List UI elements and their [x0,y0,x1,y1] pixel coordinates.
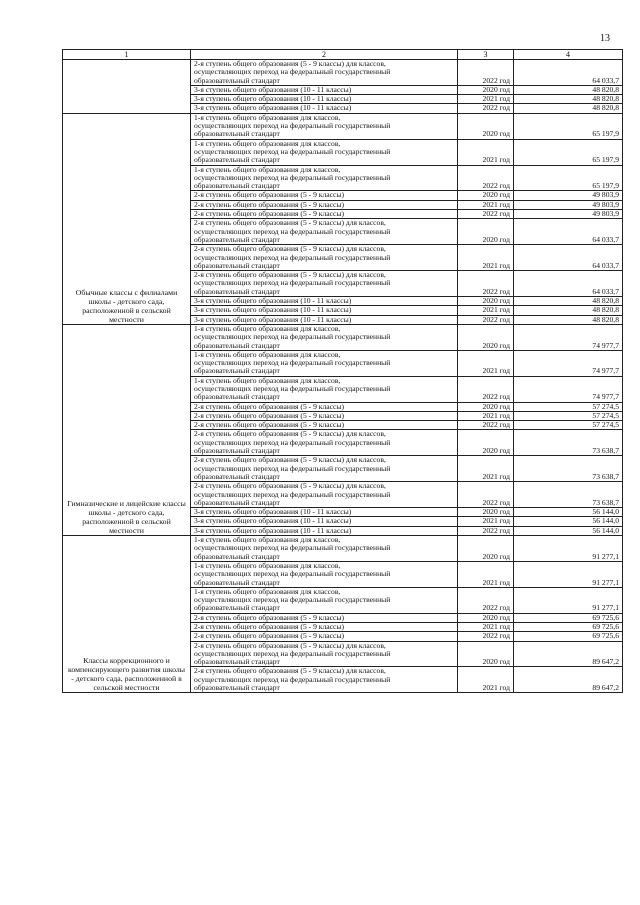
year-cell: 2020 год [458,191,514,200]
description-cell: 3-я ступень общего образования (10 - 11 классы) [191,85,458,94]
year-cell: 2020 год [458,613,514,622]
year-cell: 2021 год [458,95,514,104]
description-cell: 2-я ступень общего образования (5 - 9 классы) [191,200,458,209]
value-cell: 49 803,9 [514,210,623,219]
value-cell: 89 647,2 [514,641,623,667]
year-cell: 2022 год [458,482,514,508]
year-cell: 2020 год [458,85,514,94]
value-cell: 73 638,7 [514,430,623,456]
value-cell: 64 033,7 [514,60,623,86]
page-number: 13 [600,33,610,44]
value-cell: 48 820,8 [514,104,623,113]
value-cell: 65 197,9 [514,165,623,191]
year-cell: 2022 год [458,632,514,641]
year-cell: 2022 год [458,376,514,402]
year-cell: 2020 год [458,324,514,350]
description-cell: 1-я ступень общего образования для классов, осуществляющих переход на федеральный государственный образовательный стандарт [191,165,458,191]
year-cell: 2021 год [458,411,514,420]
year-cell: 2022 год [458,526,514,535]
description-cell: 2-я ступень общего образования (5 - 9 классы) для классов, осуществляющих переход на федеральный государственный образовательный стандарт [191,641,458,667]
table-row [63,113,623,139]
description-cell: 1-я ступень общего образования для классов, осуществляющих переход на федеральный государственный образовательный стандарт [191,376,458,402]
description-cell: 1-я ступень общего образования для классов, осуществляющих переход на федеральный государственный образовательный стандарт [191,536,458,562]
description-cell: 1-я ступень общего образования для классов, осуществляющих переход на федеральный государственный образовательный стандарт [191,561,458,587]
year-cell: 2020 год [458,402,514,411]
year-cell: 2021 год [458,200,514,209]
description-cell: 2-я ступень общего образования (5 - 9 классы) для классов, осуществляющих переход на федеральный государственный образовательный стандарт [191,271,458,297]
column-header: 4 [514,50,623,60]
description-cell: 1-я ступень общего образования для классов, осуществляющих переход на федеральный государственный образовательный стандарт [191,113,458,139]
value-cell: 74 977,7 [514,324,623,350]
value-cell: 57 274,5 [514,421,623,430]
year-cell: 2021 год [458,517,514,526]
year-cell: 2022 год [458,60,514,86]
description-cell: 3-я ступень общего образования (10 - 11 классы) [191,315,458,324]
value-cell: 48 820,8 [514,85,623,94]
column-header: 1 [63,50,191,60]
table-row [63,324,623,350]
description-cell: 2-я ступень общего образования (5 - 9 классы) для классов, осуществляющих переход на федеральный государственный образовательный стандарт [191,430,458,456]
description-cell: 2-я ступень общего образования (5 - 9 классы) [191,411,458,420]
value-cell: 69 725,6 [514,632,623,641]
value-cell: 65 197,9 [514,113,623,139]
value-cell: 48 820,8 [514,306,623,315]
value-cell: 57 274,5 [514,411,623,420]
value-cell: 64 033,7 [514,219,623,245]
value-cell: 56 144,0 [514,517,623,526]
description-cell: 3-я ступень общего образования (10 - 11 классы) [191,526,458,535]
category-cell: Обычные классы с филиалами школы - детского сада, расположенной в сельской местности [63,113,191,324]
column-header: 2 [191,50,458,60]
year-cell: 2020 год [458,113,514,139]
value-cell: 65 197,9 [514,139,623,165]
description-cell: 3-я ступень общего образования (10 - 11 классы) [191,508,458,517]
description-cell: 3-я ступень общего образования (10 - 11 классы) [191,517,458,526]
value-cell: 49 803,9 [514,200,623,209]
year-cell: 2022 год [458,421,514,430]
description-cell: 1-я ступень общего образования для классов, осуществляющих переход на федеральный государственный образовательный стандарт [191,324,458,350]
value-cell: 48 820,8 [514,297,623,306]
category-cell [63,60,191,114]
description-cell: 2-я ступень общего образования (5 - 9 классы) для классов, осуществляющих переход на федеральный государственный образовательный стандарт [191,456,458,482]
column-header: 3 [458,50,514,60]
table-row [63,60,623,86]
table-row [63,536,623,562]
year-cell: 2022 год [458,315,514,324]
description-cell: 2-я ступень общего образования (5 - 9 классы) [191,210,458,219]
value-cell: 56 144,0 [514,526,623,535]
year-cell: 2021 год [458,456,514,482]
value-cell: 69 725,6 [514,613,623,622]
value-cell: 73 638,7 [514,482,623,508]
description-cell: 2-я ступень общего образования (5 - 9 классы) для классов, осуществляющих переход на федеральный государственный образовательный стандарт [191,60,458,86]
year-cell: 2020 год [458,508,514,517]
description-cell: 2-я ступень общего образования (5 - 9 классы) для классов, осуществляющих переход на федеральный государственный образовательный стандарт [191,482,458,508]
value-cell: 64 033,7 [514,245,623,271]
description-cell: 3-я ступень общего образования (10 - 11 классы) [191,95,458,104]
value-cell: 57 274,5 [514,402,623,411]
year-cell: 2020 год [458,219,514,245]
description-cell: 2-я ступень общего образования (5 - 9 классы) [191,191,458,200]
value-cell: 91 277,1 [514,587,623,613]
description-cell: 2-я ступень общего образования (5 - 9 классы) [191,632,458,641]
year-cell: 2021 год [458,139,514,165]
value-cell: 91 277,1 [514,536,623,562]
description-cell: 2-я ступень общего образования (5 - 9 классы) [191,623,458,632]
year-cell: 2022 год [458,104,514,113]
description-cell: 2-я ступень общего образования (5 - 9 классы) [191,402,458,411]
value-cell: 91 277,1 [514,561,623,587]
description-cell: 2-я ступень общего образования (5 - 9 классы) для классов, осуществляющих переход на федеральный государственный образовательный стандарт [191,219,458,245]
category-cell: Классы коррекционного и компенсирующего развития школы - детского сада, расположенной в сельской местности [63,536,191,693]
category-cell: Гимназические и лицейские классы школы - детского сада, расположенной в сельской местности [63,324,191,535]
value-cell: 69 725,6 [514,623,623,632]
year-cell: 2020 год [458,430,514,456]
description-cell: 2-я ступень общего образования (5 - 9 классы) для классов, осуществляющих переход на федеральный государственный образовательный стандарт [191,245,458,271]
description-cell: 2-я ступень общего образования (5 - 9 классы) [191,613,458,622]
year-cell: 2022 год [458,210,514,219]
year-cell: 2021 год [458,350,514,376]
description-cell: 1-я ступень общего образования для классов, осуществляющих переход на федеральный государственный образовательный стандарт [191,139,458,165]
year-cell: 2021 год [458,623,514,632]
description-cell: 3-я ступень общего образования (10 - 11 классы) [191,104,458,113]
value-cell: 48 820,8 [514,315,623,324]
year-cell: 2020 год [458,536,514,562]
description-cell: 1-я ступень общего образования для классов, осуществляющих переход на федеральный государственный образовательный стандарт [191,350,458,376]
value-cell: 73 638,7 [514,456,623,482]
value-cell: 49 803,9 [514,191,623,200]
description-cell: 1-я ступень общего образования для классов, осуществляющих переход на федеральный государственный образовательный стандарт [191,587,458,613]
funding-table [62,49,623,693]
year-cell: 2021 год [458,245,514,271]
value-cell: 89 647,2 [514,667,623,693]
description-cell: 2-я ступень общего образования (5 - 9 классы) для классов, осуществляющих переход на федеральный государственный образовательный стандарт [191,667,458,693]
table-header-row [63,50,623,60]
year-cell: 2022 год [458,271,514,297]
description-cell: 3-я ступень общего образования (10 - 11 классы) [191,306,458,315]
value-cell: 64 033,7 [514,271,623,297]
year-cell: 2021 год [458,667,514,693]
year-cell: 2021 год [458,306,514,315]
table-body [63,60,623,693]
year-cell: 2020 год [458,641,514,667]
value-cell: 74 977,7 [514,376,623,402]
description-cell: 2-я ступень общего образования (5 - 9 классы) [191,421,458,430]
value-cell: 56 144,0 [514,508,623,517]
year-cell: 2022 год [458,165,514,191]
value-cell: 74 977,7 [514,350,623,376]
year-cell: 2022 год [458,587,514,613]
value-cell: 48 820,8 [514,95,623,104]
year-cell: 2021 год [458,561,514,587]
year-cell: 2020 год [458,297,514,306]
description-cell: 3-я ступень общего образования (10 - 11 классы) [191,297,458,306]
